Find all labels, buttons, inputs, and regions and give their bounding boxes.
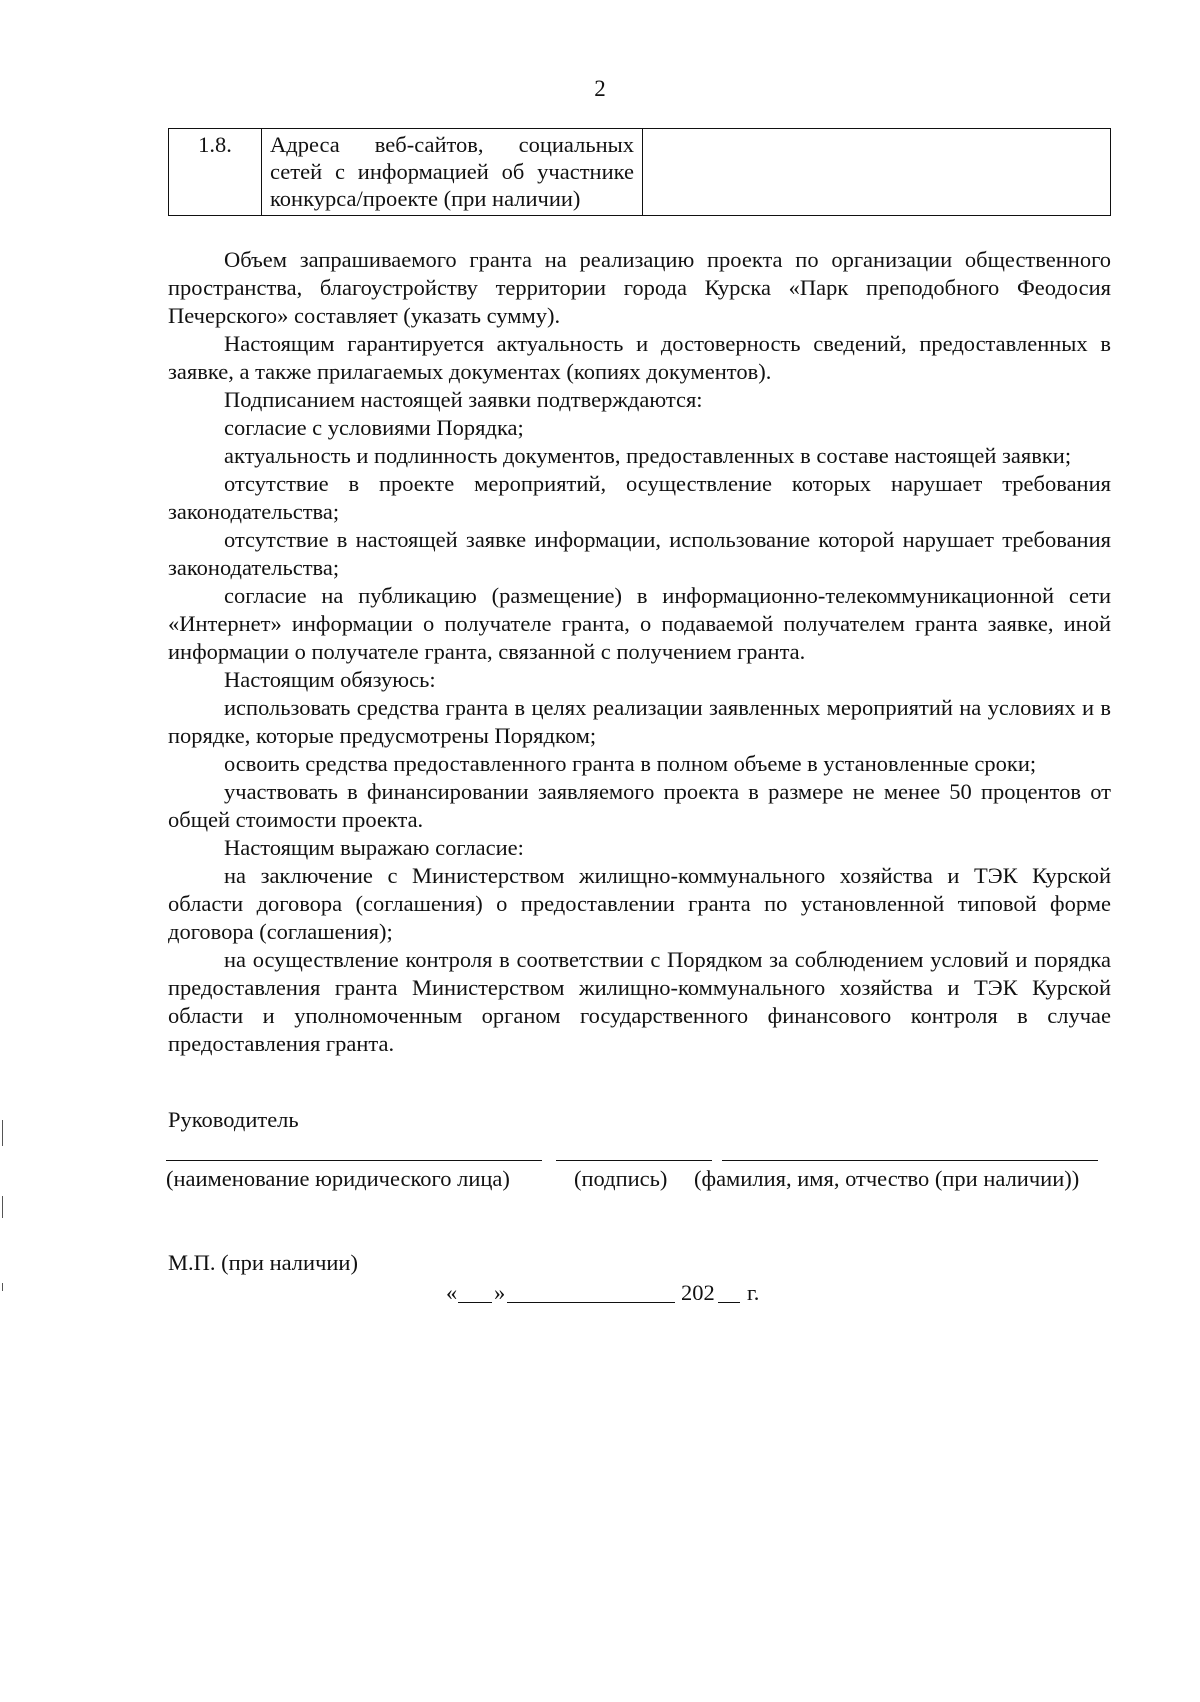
full-name-caption: (фамилия, имя, отчество (при наличии)) <box>694 1166 1080 1191</box>
row-label-line: конкурса/проекте (при наличии) <box>270 186 581 211</box>
paragraph: Подписанием настоящей заявки подтверждаются: <box>224 387 703 412</box>
date-month-line <box>507 1302 675 1303</box>
signature-line <box>556 1160 712 1161</box>
date-year: 202 <box>681 1280 715 1305</box>
stamp-label: М.П. (при наличии) <box>168 1250 358 1275</box>
page-number: 2 <box>594 76 606 101</box>
signature-heading: Руководитель <box>168 1107 299 1132</box>
row-label-line: Адреса веб-сайтов, социальных <box>270 132 634 157</box>
paragraph: отсутствие в настоящей заявке информации, использование которой нарушает требования законодательства; <box>168 527 1111 580</box>
paragraph: участвовать в финансировании заявляемого проекта в размере не менее 50 процентов от общей стоимости проекта. <box>168 779 1111 832</box>
date-close-quote: » <box>494 1280 506 1305</box>
info-table <box>168 128 1111 216</box>
date-open-quote: « <box>446 1280 458 1305</box>
body-text <box>168 246 1111 1058</box>
scan-edge-mark <box>2 1196 3 1218</box>
row-number: 1.8. <box>169 129 262 216</box>
paragraph: Объем запрашиваемого гранта на реализацию проекта по организации общественного пространства, благоустройству территории города Курска «Парк преподобного Феодосия Печерского» составляет (указать сумму). <box>168 247 1111 328</box>
row-label-line: сетей с информацией об участнике <box>270 159 634 184</box>
signature-caption: (подпись) <box>574 1166 668 1191</box>
table-row <box>169 129 1111 216</box>
paragraph: на заключение с Министерством жилищно-коммунального хозяйства и ТЭК Курской области договора (соглашения) о предоставлении гранта по установленной типовой форме договора (соглашения); <box>168 863 1111 944</box>
row-value <box>643 129 1111 216</box>
paragraph: отсутствие в проекте мероприятий, осуществление которых нарушает требования законодательства; <box>168 471 1111 524</box>
full-name-line <box>722 1160 1098 1161</box>
date-suffix: г. <box>747 1280 760 1305</box>
org-name-line <box>166 1160 542 1161</box>
date-year-line <box>718 1302 740 1303</box>
org-name-caption: (наименование юридического лица) <box>166 1166 510 1191</box>
scan-edge-mark <box>2 1120 3 1146</box>
paragraph: актуальность и подлинность документов, предоставленных в составе настоящей заявки; <box>224 443 1072 468</box>
paragraph: использовать средства гранта в целях реализации заявленных мероприятий на условиях и в порядке, которые предусмотрены Порядком; <box>168 695 1111 748</box>
paragraph: Настоящим гарантируется актуальность и достоверность сведений, предоставленных в заявке, а также прилагаемых документах (копиях документов). <box>168 331 1111 384</box>
paragraph: согласие на публикацию (размещение) в информационно-телекоммуникационной сети «Интернет» информации о получателе гранта, о подаваемой получателем гранта заявке, иной информации о получателе гранта, связанной с получением гранта. <box>168 583 1111 664</box>
paragraph: освоить средства предоставленного гранта в полном объеме в установленные сроки; <box>224 751 1037 776</box>
scan-edge-mark <box>2 1283 3 1291</box>
paragraph: Настоящим выражаю согласие: <box>224 835 524 860</box>
row-label <box>262 129 643 216</box>
paragraph: согласие с условиями Порядка; <box>224 415 524 440</box>
paragraph: Настоящим обязуюсь: <box>224 667 436 692</box>
paragraph: на осуществление контроля в соответствии с Порядком за соблюдением условий и порядка предоставления гранта Министерством жилищно-коммунального хозяйства и ТЭК Курской области и уполномоченным органом государственного финансового контроля в случае предоставления гранта. <box>168 947 1111 1056</box>
date-day-line <box>458 1302 492 1303</box>
